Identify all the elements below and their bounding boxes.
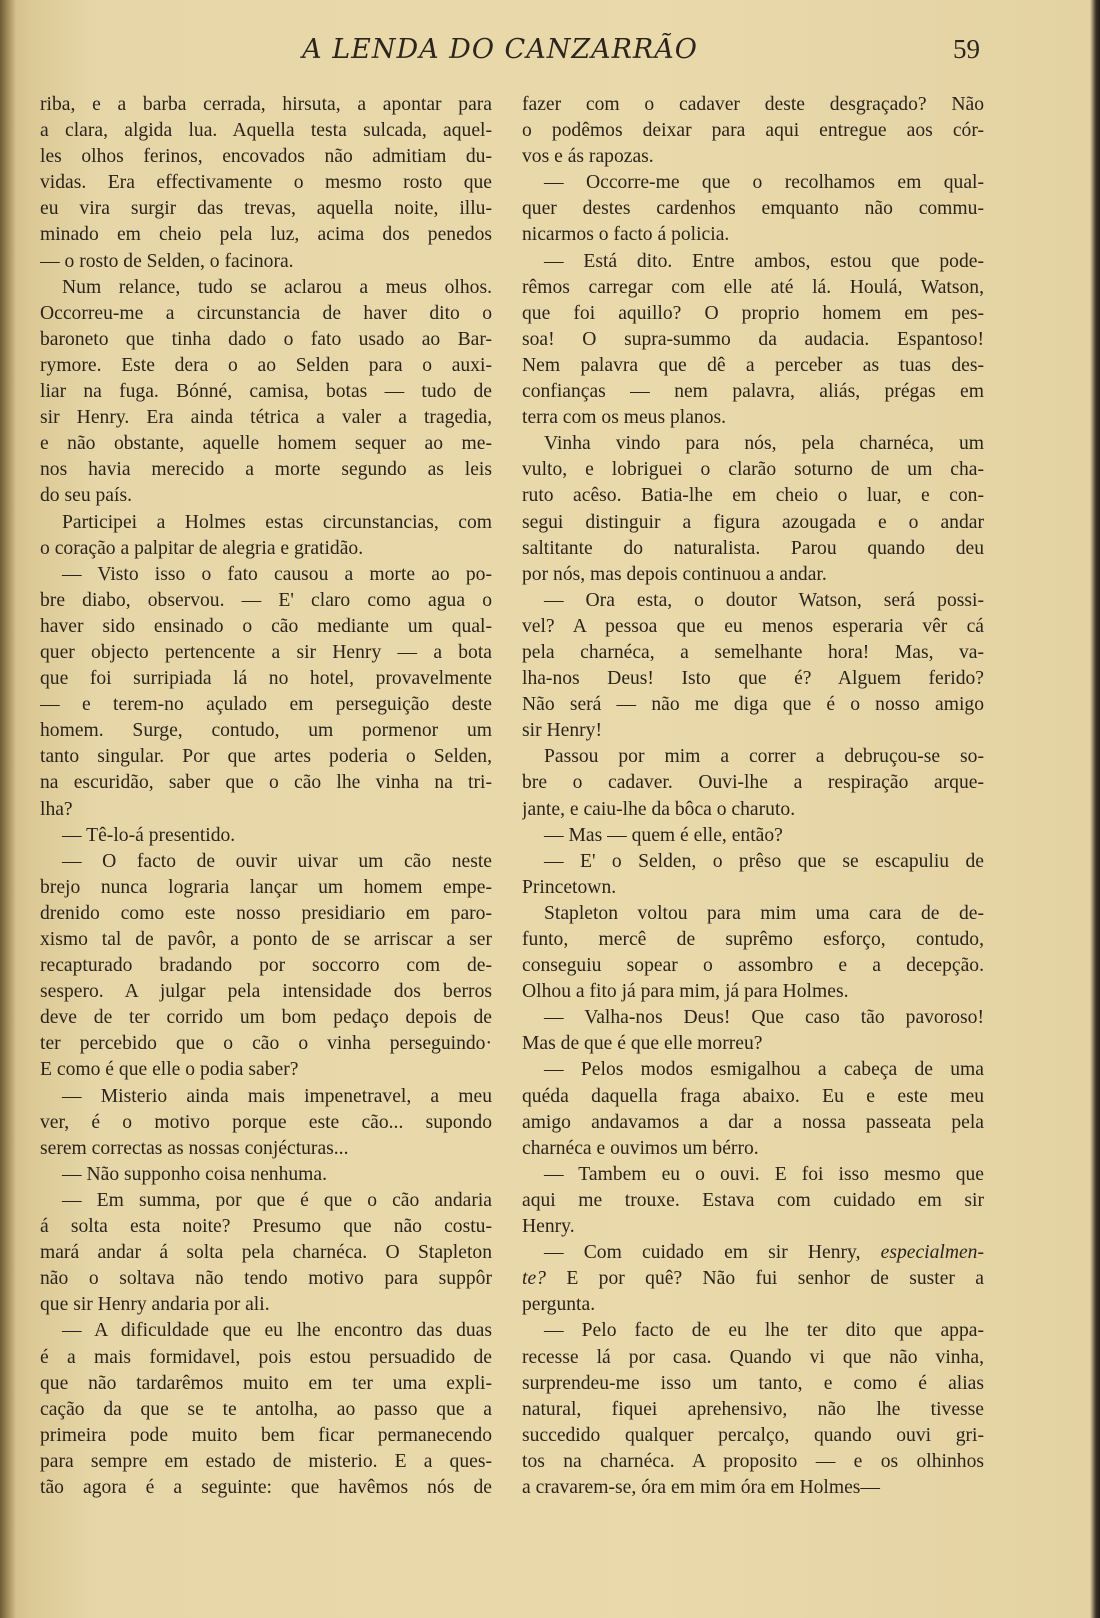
text-line <box>40 1266 492 1292</box>
page-header <box>0 30 1100 74</box>
text-line <box>40 275 492 301</box>
line-text: que foi surripiada lá no hotel, provavelmente <box>40 668 492 690</box>
line-text: Não será — não me diga que é o nosso amigo <box>522 694 984 716</box>
line-text: recapturado bradando por soccorro com de- <box>40 955 492 977</box>
text-line <box>522 666 984 692</box>
line-text: quéda daquella fraga abaixo. Eu e este meu <box>522 1085 984 1107</box>
text-line <box>40 1084 492 1110</box>
text-line <box>522 797 984 823</box>
line-text: aqui me trouxe. Estava com cuidado em sir <box>522 1189 984 1211</box>
text-line <box>522 1110 984 1136</box>
binding-shadow <box>0 0 16 1618</box>
text-line <box>522 405 984 431</box>
line-text: que foi aquillo? O proprio homem em pes- <box>522 302 984 324</box>
text-line <box>522 353 984 379</box>
line-text: bre diabo, observou. — E' claro como agua o <box>40 589 492 611</box>
line-text: Num relance, tudo se aclarou a meus olhos. <box>62 276 492 298</box>
line-text: Passou por mim a correr a debruçou-se so- <box>544 746 984 768</box>
text-line <box>522 431 984 457</box>
text-line <box>522 1031 984 1057</box>
text-line <box>522 1005 984 1031</box>
text-line <box>40 849 492 875</box>
line-text: rymore. Este dera o ao Selden para o auxi- <box>40 354 492 376</box>
text-line <box>522 562 984 588</box>
line-text: segui distinguir a figura azougada e o andar <box>522 511 984 533</box>
text-line <box>522 770 984 796</box>
text-line <box>522 510 984 536</box>
text-line <box>522 979 984 1005</box>
line-text: o podêmos deixar para aqui entregue aos cór- <box>522 120 984 142</box>
line-text: nicarmos o facto á policia. <box>522 224 730 246</box>
left-text-column <box>40 92 492 1501</box>
line-text: — Visto isso o fato causou a morte ao po- <box>62 563 492 585</box>
text-line <box>522 118 984 144</box>
line-text: Participei a Holmes estas circunstancias, com <box>62 511 492 533</box>
line-text: — Mas — quem é elle, então? <box>544 824 783 846</box>
text-line <box>522 614 984 640</box>
line-text: liar na fuga. Bónné, camisa, botas — tudo de <box>40 381 492 403</box>
text-line <box>40 536 492 562</box>
line-text: Henry. <box>522 1216 575 1238</box>
text-line <box>40 1397 492 1423</box>
line-text: lha? <box>40 798 73 820</box>
line-text: jante, e caiu-lhe da bôca o charuto. <box>522 798 796 820</box>
line-text: fazer com o cadaver deste desgraçado? Não <box>522 94 984 115</box>
line-text: — Em summa, por que é que o cão andaria <box>62 1189 492 1211</box>
text-line <box>40 1318 492 1344</box>
line-text: E como é que elle o podia saber? <box>40 1059 299 1081</box>
emphasized-text: especialmen- <box>880 1242 984 1264</box>
text-line <box>40 666 492 692</box>
text-line <box>40 797 492 823</box>
line-text: rêmos carregar com elle até lá. Houlá, Watson, <box>522 276 984 298</box>
line-text: vidas. Era effectivamente o mesmo rosto que <box>40 172 492 194</box>
text-line <box>40 1449 492 1475</box>
text-line <box>40 823 492 849</box>
line-text: sir Henry! <box>522 720 602 742</box>
line-text: charnéca e ouvimos um bérro. <box>522 1137 759 1159</box>
text-line <box>522 301 984 327</box>
text-line <box>40 170 492 196</box>
line-text: soa! O supra-summo da audacia. Espantoso! <box>522 328 984 350</box>
text-line <box>40 1345 492 1371</box>
line-text: sir Henry. Era ainda tétrica a valer a tragedia, <box>40 407 492 429</box>
text-line <box>40 770 492 796</box>
text-line <box>522 927 984 953</box>
line-text: Stapleton voltou para mim uma cara de de- <box>544 902 984 924</box>
page-edge <box>1090 0 1100 1618</box>
line-text: — A dificuldade que eu lhe encontro das duas <box>62 1320 492 1342</box>
line-text: Princetown. <box>522 876 617 898</box>
line-text: que sir Henry andaria por ali. <box>40 1294 270 1316</box>
text-line <box>40 144 492 170</box>
line-text: vos e ás rapozas. <box>522 146 654 168</box>
line-text: vulto, e lobriguei o clarão soturno de um cha- <box>522 459 984 481</box>
page-number: 59 <box>953 34 980 64</box>
line-text: á solta esta noite? Presumo que não costu- <box>40 1216 492 1238</box>
text-line <box>522 718 984 744</box>
text-line <box>522 249 984 275</box>
text-line <box>522 1057 984 1083</box>
line-text: — Occorre-me que o recolhamos em qual- <box>544 172 984 194</box>
text-line <box>40 327 492 353</box>
text-line <box>522 692 984 718</box>
text-line <box>40 249 492 275</box>
text-line <box>522 1084 984 1110</box>
text-line <box>40 1005 492 1031</box>
line-text: a clara, algida lua. Aquella testa sulcada, aquel- <box>40 120 492 142</box>
line-text: Olhou a fito já para mim, já para Holmes. <box>522 981 849 1003</box>
text-line <box>40 1214 492 1240</box>
line-text: — Ora esta, o doutor Watson, será possi- <box>544 589 984 611</box>
text-line <box>40 222 492 248</box>
text-line <box>40 744 492 770</box>
text-line <box>40 979 492 1005</box>
text-line <box>40 614 492 640</box>
text-line <box>40 457 492 483</box>
text-line <box>40 1110 492 1136</box>
line-text: — E' o Selden, o prêso que se escapuliu de <box>544 850 984 872</box>
text-line <box>40 510 492 536</box>
text-line <box>40 1371 492 1397</box>
line-text: Nem palavra que dê a perceber as tuas des- <box>522 354 984 376</box>
line-text: pela charnéca, a semelhante hora! Mas, va- <box>522 641 984 663</box>
text-line <box>40 431 492 457</box>
emphasized-text: te? <box>522 1268 546 1290</box>
line-text: tanto singular. Por que artes poderia o Selden, <box>40 746 492 768</box>
line-text: Vinha vindo para nós, pela charnéca, um <box>544 433 984 455</box>
text-line <box>522 92 984 118</box>
line-text: — Com cuidado em sir Henry, <box>544 1242 881 1264</box>
text-line <box>40 640 492 666</box>
line-text: haver sido ensinado o cão mediante um qual- <box>40 615 492 637</box>
line-text: amigo andavamos a dar a nossa passeata pela <box>522 1111 984 1133</box>
text-line <box>40 953 492 979</box>
text-line <box>522 901 984 927</box>
text-line <box>522 1136 984 1162</box>
line-text: — Pelos modos esmigalhou a cabeça de uma <box>544 1059 984 1081</box>
text-line <box>522 327 984 353</box>
text-line <box>522 875 984 901</box>
text-line <box>522 849 984 875</box>
text-line <box>40 901 492 927</box>
text-line <box>522 1371 984 1397</box>
line-text: bre o cadaver. Ouvi-lhe a respiração arque- <box>522 772 984 794</box>
text-line <box>522 196 984 222</box>
line-text: — Tambem eu o ouvi. E foi isso mesmo que <box>544 1163 984 1185</box>
line-text: recesse lá por casa. Quando vi que não vinha, <box>522 1346 984 1368</box>
line-text: deve de ter corrido um bom pedaço depois de <box>40 1007 492 1029</box>
line-text: succedido qualquer percalço, quando ouvi gri- <box>522 1424 984 1446</box>
text-line <box>522 536 984 562</box>
line-text: natural, fiquei aprehensivo, não lhe tivesse <box>522 1398 984 1420</box>
line-text: Mas de que é que elle morreu? <box>522 1033 763 1055</box>
text-line <box>40 927 492 953</box>
line-text: ter percebido que o cão o vinha perseguindo· <box>40 1033 492 1055</box>
line-text: na escuridão, saber que o cão lhe vinha na tri- <box>40 772 492 794</box>
line-text: — Está dito. Entre ambos, estou que pode- <box>544 250 984 272</box>
line-text: drenido como este nosso presidiario em paro- <box>40 902 492 924</box>
line-text: não o soltava não tendo motivo para suppôr <box>40 1268 492 1290</box>
text-line <box>40 1188 492 1214</box>
text-line <box>40 353 492 379</box>
line-text: mará andar á solta pela charnéca. O Stapleton <box>40 1242 492 1264</box>
text-line <box>40 718 492 744</box>
line-text: tos na charnéca. A proposito — e os olhinhos <box>522 1450 984 1472</box>
line-text: homem. Surge, contudo, um pormenor um <box>40 720 492 742</box>
text-line <box>40 1423 492 1449</box>
text-line <box>522 1266 984 1292</box>
line-text: vel? A pessoa que eu menos esperaria vêr cá <box>522 615 984 637</box>
line-text: do seu país. <box>40 485 132 507</box>
text-line <box>40 875 492 901</box>
line-text: tão agora é a seguinte: que havêmos nós de <box>40 1476 492 1498</box>
line-text: conseguiu sopear o assombro e a decepção. <box>522 955 984 977</box>
line-text: surprendeu-me isso um tanto, e como é alias <box>522 1372 984 1394</box>
text-line <box>522 1318 984 1344</box>
text-line <box>40 301 492 327</box>
text-line <box>522 1162 984 1188</box>
line-text: riba, e a barba cerrada, hirsuta, a apontar para <box>40 94 492 115</box>
line-text: brejo nunca lograria lançar um homem empe- <box>40 876 492 898</box>
text-line <box>522 483 984 509</box>
line-text: eu vira surgir das trevas, aquella noite, illu- <box>40 198 492 220</box>
line-text: — O facto de ouvir uivar um cão neste <box>62 850 492 872</box>
text-line <box>40 196 492 222</box>
text-line <box>522 144 984 170</box>
line-text: — Tê-lo-á presentido. <box>62 824 236 846</box>
line-text: — Valha-nos Deus! Que caso tão pavoroso! <box>544 1007 984 1029</box>
line-text: terra com os meus planos. <box>522 407 727 429</box>
text-line <box>522 823 984 849</box>
line-text: pergunta. <box>522 1294 596 1316</box>
line-text: quer destes cardenhos emquanto não commu- <box>522 198 984 220</box>
line-text: nos havia merecido a morte segundo as leis <box>40 459 492 481</box>
running-title: A LENDA DO CANZARRÃO <box>302 34 698 65</box>
line-text: ruto acêso. Batia-lhe em cheio o luar, e con- <box>522 485 984 507</box>
line-text: les olhos ferinos, encovados não admitiam du- <box>40 146 492 168</box>
line-text: saltitante do naturalista. Parou quando deu <box>522 537 984 559</box>
text-line <box>522 744 984 770</box>
text-line <box>522 1188 984 1214</box>
text-line <box>522 588 984 614</box>
line-text: que não tardarêmos muito em ter uma expli- <box>40 1372 492 1394</box>
text-line <box>522 640 984 666</box>
text-line <box>522 1475 984 1501</box>
line-text: E por quê? Não fui senhor de suster a <box>545 1268 984 1290</box>
text-line <box>522 170 984 196</box>
text-line <box>522 1214 984 1240</box>
line-text: serem correctas as nossas conjécturas... <box>40 1137 349 1159</box>
line-text: minado em cheio pela luz, acima dos penedos <box>40 224 492 246</box>
line-text: a cravarem-se, óra em mim óra em Holmes— <box>522 1476 880 1498</box>
line-text: e não obstante, aquelle homem sequer ao me- <box>40 433 492 455</box>
text-line <box>40 92 492 118</box>
text-line <box>40 1475 492 1501</box>
text-line <box>40 692 492 718</box>
text-line <box>522 1397 984 1423</box>
text-line <box>522 222 984 248</box>
line-text: Occorreu-me a circunstancia de haver dito o <box>40 302 492 324</box>
text-line <box>522 1423 984 1449</box>
line-text: quer objecto pertencente a sir Henry — a bota <box>40 641 492 663</box>
line-text: — Não supponho coisa nenhuma. <box>62 1163 328 1185</box>
line-text: cação da que se te antolha, ao passo que a <box>40 1398 492 1420</box>
line-text: funto, mercê de suprêmo esforço, contudo, <box>522 929 984 950</box>
text-line <box>40 483 492 509</box>
line-text: — o rosto de Selden, o facinora. <box>40 250 294 272</box>
line-text: xismo tal de pavôr, a ponto de se arriscar a ser <box>40 929 492 950</box>
line-text: lha-nos Deus! Isto que é? Alguem ferido? <box>522 668 984 690</box>
line-text: sespero. A julgar pela intensidade dos berros <box>40 981 492 1003</box>
text-line <box>40 1162 492 1188</box>
text-line <box>40 1031 492 1057</box>
text-line <box>522 275 984 301</box>
text-line <box>40 1057 492 1083</box>
text-line <box>522 457 984 483</box>
text-line <box>522 1449 984 1475</box>
line-text: ver, é o motivo porque este cão... supondo <box>40 1111 492 1133</box>
line-text: — e terem-no açulado em perseguição deste <box>40 694 492 716</box>
line-text: o coração a palpitar de alegria e gratidão. <box>40 537 364 559</box>
line-text: — Misterio ainda mais impenetravel, a meu <box>62 1085 492 1107</box>
line-text: para sempre em estado de misterio. E a ques- <box>40 1450 492 1472</box>
line-text: primeira pode muito bem ficar permanecendo <box>40 1424 492 1446</box>
text-line <box>522 1345 984 1371</box>
text-line <box>40 588 492 614</box>
right-text-column <box>522 92 984 1501</box>
line-text: baroneto que tinha dado o fato usado ao Bar- <box>40 328 492 350</box>
text-line <box>40 379 492 405</box>
text-line <box>40 1292 492 1318</box>
text-line <box>40 562 492 588</box>
text-line <box>522 953 984 979</box>
line-text: é a mais formidavel, pois estou persuadido de <box>40 1346 492 1368</box>
text-line <box>40 118 492 144</box>
text-line <box>40 405 492 431</box>
text-line <box>40 1136 492 1162</box>
text-line <box>522 1240 984 1266</box>
line-text: confianças — nem palavra, aliás, prégas em <box>522 381 984 403</box>
text-line <box>40 1240 492 1266</box>
line-text: por nós, mas depois continuou a andar. <box>522 563 827 585</box>
text-line <box>522 379 984 405</box>
text-line <box>522 1292 984 1318</box>
line-text: — Pelo facto de eu lhe ter dito que appa- <box>544 1320 984 1342</box>
